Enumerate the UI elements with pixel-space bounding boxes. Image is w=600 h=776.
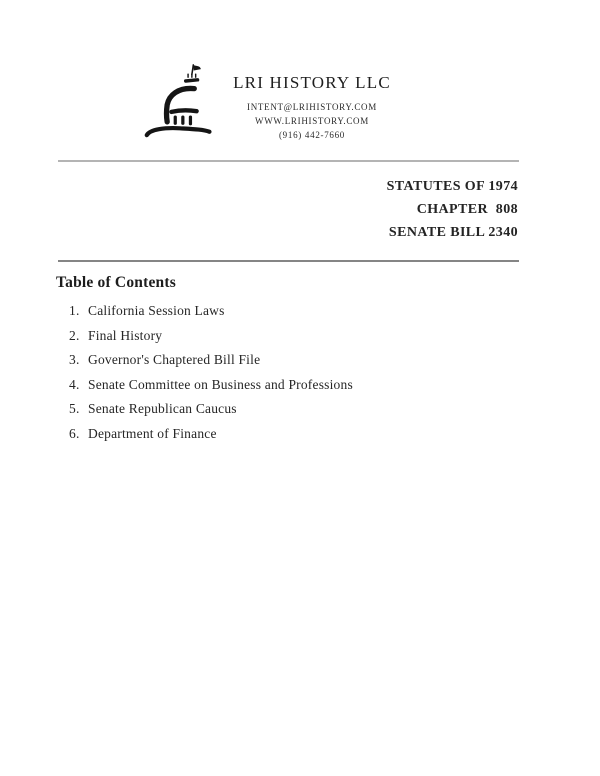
toc-item-number: 2. xyxy=(69,327,80,343)
header-divider xyxy=(58,160,519,162)
toc-item xyxy=(69,353,353,367)
content-divider xyxy=(58,260,519,262)
company-email: INTENT@LRIHISTORY.COM xyxy=(247,102,377,112)
toc-list xyxy=(69,304,353,451)
toc-item-label: Governor's Chaptered Bill File xyxy=(88,352,261,367)
toc-item xyxy=(69,402,353,416)
capitol-dome-logo-icon xyxy=(142,62,218,138)
company-website: WWW.LRIHISTORY.COM xyxy=(255,116,369,126)
toc-heading: Table of Contents xyxy=(56,274,176,291)
toc-item xyxy=(69,427,353,441)
company-name: LRI HISTORY LLC xyxy=(233,73,391,92)
letterhead xyxy=(217,73,407,142)
toc-item-label: Final History xyxy=(88,327,163,343)
bill-reference-block xyxy=(387,175,518,244)
toc-item-number: 1. xyxy=(69,303,80,318)
toc-item-label: California Session Laws xyxy=(88,303,225,318)
toc-item-number: 4. xyxy=(69,376,80,392)
statutes-line: STATUTES OF 1974 xyxy=(386,179,518,194)
senate-bill-line: SENATE BILL 2340 xyxy=(388,225,518,240)
toc-item xyxy=(69,378,353,392)
company-phone: (916) 442-7660 xyxy=(278,130,346,140)
toc-item xyxy=(69,329,353,343)
toc-item-label: Department of Finance xyxy=(88,425,217,441)
chapter-line: CHAPTER 808 xyxy=(416,202,518,217)
toc-item-number: 5. xyxy=(69,401,80,416)
toc-item xyxy=(69,304,353,318)
toc-item-label: Senate Republican Caucus xyxy=(88,401,237,416)
toc-item-label: Senate Committee on Business and Professions xyxy=(88,376,353,392)
toc-item-number: 6. xyxy=(69,425,80,441)
toc-item-number: 3. xyxy=(69,352,80,367)
